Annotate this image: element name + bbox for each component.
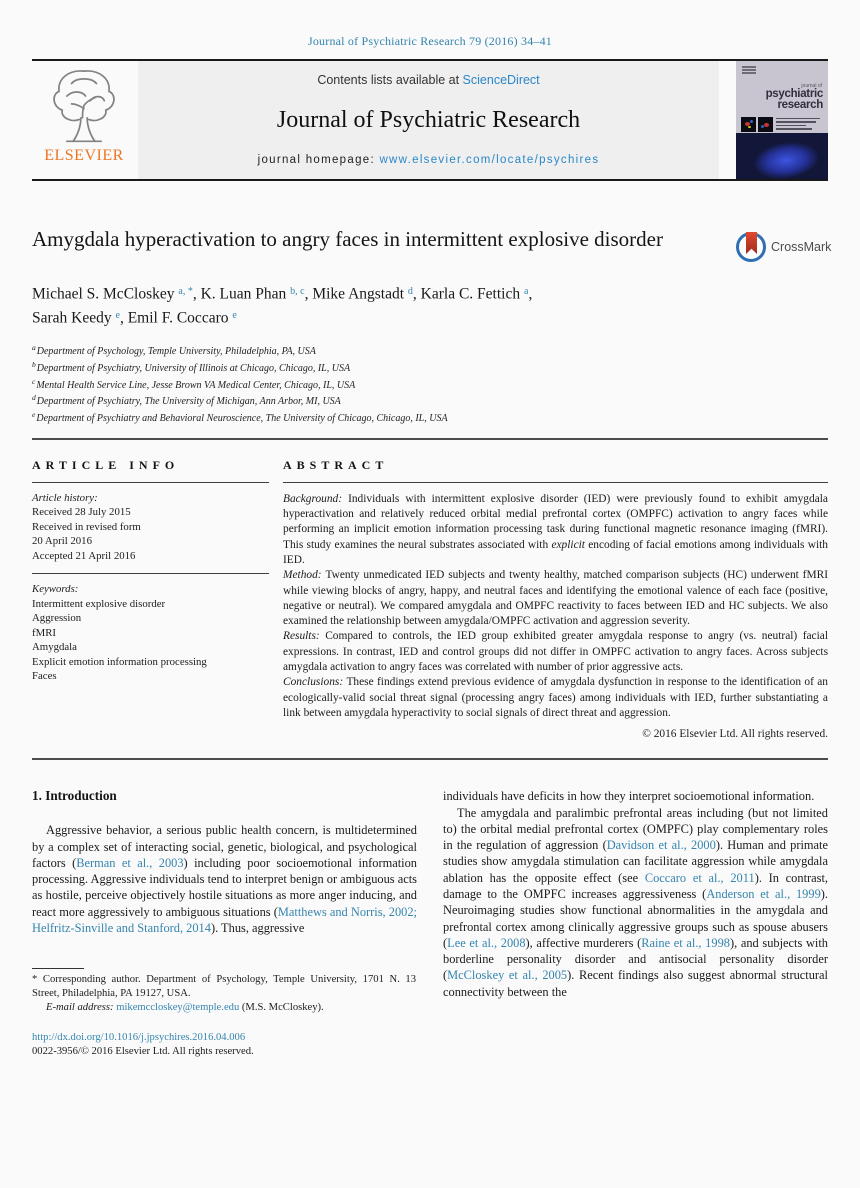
cover-brain-scan-thumbs xyxy=(741,117,773,132)
text-segment: These findings extend previous evidence of amygdala dysfunction in response to the identification of an ecologically-valid social threat signal (processing angry faces) among individuals with IED, further substantiating a link between amygdala hyperactivity to social signals of direct threat and aggression. xyxy=(283,676,828,719)
text-segment: Individuals with intermittent explosive disorder (IED) were previously found to exhibit amygdala hyperactivation and relatively reduced orbital medial prefrontal cortex (OMPFC) activation to angry faces while performing an implicit emotion information processing task during functional magnetic resonance imaging (fMRI). This study examines the neural substrates associated with xyxy=(283,492,828,551)
text-segment: * Corresponding author. Department of Psychology, Temple University, 1701 N. 13 Street, Philadelphia, PA 19127, USA. xyxy=(32,974,416,1000)
journal-cover-thumbnail xyxy=(736,61,828,179)
introduction-section xyxy=(32,788,828,1059)
elsevier-tree-icon xyxy=(45,65,123,149)
keyword: Aggression xyxy=(32,612,82,625)
citation-link[interactable]: Berman et al., 2003 xyxy=(76,855,184,870)
corresponding-author-note xyxy=(32,973,416,1001)
homepage-prefix: journal homepage: xyxy=(257,154,380,166)
keywords-block xyxy=(32,582,269,684)
journal-header-band xyxy=(32,59,828,181)
text-segment: ), and subjects with borderline personality disorder and antisocial personality disorder ( xyxy=(443,935,829,983)
text-segment: Sarah Keedy xyxy=(32,309,116,326)
homepage-url-link[interactable]: www.elsevier.com/locate/psychires xyxy=(379,154,600,166)
article-info-heading: ARTICLE INFO xyxy=(32,458,269,483)
author-superscript: a, * xyxy=(178,286,193,297)
text-segment: , K. Luan Phan xyxy=(192,285,291,303)
citation-link[interactable]: Lee et al., 2008 xyxy=(447,935,526,950)
info-abstract-section xyxy=(32,440,828,740)
keyword: fMRI xyxy=(32,626,56,639)
abstract-background xyxy=(283,492,828,568)
keyword: Faces xyxy=(32,670,57,683)
author-superscript: e xyxy=(115,309,120,321)
footnote-rule xyxy=(32,968,84,969)
author-line-2 xyxy=(32,305,828,329)
abstract-method xyxy=(283,568,828,629)
affiliation-list xyxy=(32,341,828,425)
keyword: Explicit emotion information processing xyxy=(32,655,207,668)
elsevier-wordmark: ELSEVIER xyxy=(44,147,124,164)
doi-block xyxy=(32,1031,416,1060)
copyright-line: © 2016 Elsevier Ltd. All rights reserved. xyxy=(642,728,828,741)
abstract-column xyxy=(283,458,828,740)
text-segment: Results: xyxy=(283,630,326,643)
section-rule-bottom xyxy=(32,758,828,760)
crossmark-label: CrossMark xyxy=(771,240,832,254)
text-segment: ), affective murderers ( xyxy=(525,935,642,950)
text-segment: Aggressive behavior, a serious public health concern, is multidetermined by a complex set of interacting social, genetic, biological, and psychological factors ( xyxy=(32,823,417,870)
citation-link[interactable]: McCloskey et al., 2005 xyxy=(447,968,568,983)
history-line: 20 April 2016 xyxy=(32,535,92,548)
affiliation-item: $^d$Department of Psychiatry, The University of Michigan, Ann Arbor, MI, USA xyxy=(32,393,341,407)
abstract-heading: ABSTRACT xyxy=(283,458,828,483)
journal-title: Journal of Psychiatric Research xyxy=(276,107,581,133)
text-segment: ). Human and primate studies show amygdala stimulation can facilitate aggression while amygdala ablation has the opposite effect (see xyxy=(443,838,828,885)
text-segment: , xyxy=(528,285,533,303)
cover-issue-text xyxy=(776,118,820,132)
article-history xyxy=(32,483,269,564)
text-segment: The amygdala and paralimbic prefrontal areas including (but not limited to) the orbital medial prefrontal cortex (OMPFC) play complementary roles in the regulation of aggression ( xyxy=(443,805,828,853)
author-line-1 xyxy=(32,281,828,305)
text-segment: Method: xyxy=(283,569,326,582)
citation-link[interactable]: Anderson et al., 1999 xyxy=(706,886,821,901)
author-superscript: b, c xyxy=(290,286,305,297)
affiliation-item: $^a$Department of Psychology, Temple University, Philadelphia, PA, USA xyxy=(32,343,316,357)
keywords-label: Keywords: xyxy=(32,583,79,596)
article-history-label: Article history: xyxy=(32,491,98,504)
text-segment: ). In contrast, damage to the OMPFC increases aggressiveness ( xyxy=(443,870,829,901)
citation-link[interactable]: Davidson et al., 2000 xyxy=(606,838,716,853)
author-superscript: d xyxy=(407,286,413,297)
right-column xyxy=(443,788,828,1059)
elsevier-logo[interactable] xyxy=(32,61,136,179)
doi-link[interactable]: http://dx.doi.org/10.1016/j.jpsychires.2016.04.006 xyxy=(32,1031,246,1043)
intro-paragraph-left xyxy=(32,822,417,936)
keyword: Intermittent explosive disorder xyxy=(32,597,166,610)
cover-title: psychiatric research xyxy=(765,88,823,111)
crossmark-icon xyxy=(736,232,766,262)
history-line: Received 28 July 2015 xyxy=(32,506,131,519)
homepage-line xyxy=(258,154,600,166)
citation-link[interactable]: Matthews and Norris, 2002; Helfritz-Sinville and Stanford, 2014 xyxy=(32,904,417,935)
article-info-column xyxy=(32,458,269,740)
contents-line xyxy=(317,73,539,87)
issn-copyright-line: 0022-3956/© 2016 Elsevier Ltd. All rights reserved. xyxy=(32,1046,254,1058)
text-segment: ). Recent findings also suggest abnormal structural connectivity between the xyxy=(443,968,828,999)
cover-brain-render xyxy=(740,134,825,179)
introduction-heading: 1. Introduction xyxy=(32,788,117,804)
text-segment: E-mail address: xyxy=(46,1001,117,1013)
text-segment: , Emil F. Coccaro xyxy=(119,309,233,326)
text-segment: ) including poor socioemotional information processing. Aggressive individuals tend to interpret benign or ambiguous acts as hostile, perceive objectively hostile situations as more anger inducing, and react more aggressively to ambiguous situations ( xyxy=(32,855,417,919)
text-segment: (M.S. McCloskey). xyxy=(239,1001,324,1013)
crossmark-badge[interactable] xyxy=(736,227,832,267)
text-segment: Conclusions: xyxy=(283,676,347,689)
affiliation-item: $^e$Department of Psychiatry and Behavioral Neuroscience, The University of Chicago, Chicago, IL, USA xyxy=(32,410,448,424)
article-title: Amygdala hyperactivation to angry faces in intermittent explosive disorder xyxy=(32,227,663,251)
citation-link[interactable]: Coccaro et al., 2011 xyxy=(644,870,755,885)
intro-paragraph-right-1 xyxy=(443,788,828,804)
text-segment: , Mike Angstadt xyxy=(304,285,408,303)
email-line xyxy=(32,1001,416,1015)
text-segment: individuals have deficits in how they interpret socioemotional information. xyxy=(443,789,815,804)
cover-publisher-mark xyxy=(742,66,756,75)
text-segment: ). Neuroimaging studies show functional abnormalities in the amygdala and prefrontal cortex among clinically aggressive groups such as spouse abusers ( xyxy=(443,886,828,950)
author-list xyxy=(32,281,828,328)
citation-link[interactable]: mikemccloskey@temple.edu xyxy=(116,1001,240,1013)
text-segment: ). Thus, aggressive xyxy=(210,920,305,935)
text-segment: Michael S. McCloskey xyxy=(32,285,179,303)
footnote-block xyxy=(32,968,416,1059)
journal-citation: Journal of Psychiatric Research 79 (2016) 34–41 xyxy=(307,34,552,48)
author-superscript: e xyxy=(232,309,237,321)
affiliation-item: $^b$Department of Psychiatry, University of Illinois at Chicago, Chicago, IL, USA xyxy=(32,359,351,374)
text-segment: explicit xyxy=(551,538,585,551)
text-segment: Background: xyxy=(283,492,349,505)
left-column xyxy=(32,788,417,1059)
cover-journal-of: journal of xyxy=(801,83,822,89)
abstract-results xyxy=(283,629,828,675)
text-segment: Twenty unmedicated IED subjects and twenty healthy, matched comparison subjects (HC) underwent fMRI while viewing blocks of angry, happy, and neutral faces and identifying the emotional valence of each face (positive, negative or neutral). We compared amygdala and OMPFC reactivity to faces between IED and HC subjects. We also examined the relationship between amygdala/OMPFC activation and aggression severity. xyxy=(283,569,828,628)
citation-link[interactable]: Raine et al., 1998 xyxy=(641,935,730,950)
keyword: Amygdala xyxy=(32,641,77,654)
affiliation-item: $^c$Mental Health Service Line, Jesse Brown VA Medical Center, Chicago, IL, USA xyxy=(32,376,356,391)
abstract-body xyxy=(283,483,828,721)
journal-banner xyxy=(138,61,719,179)
contents-prefix: Contents lists available at xyxy=(317,73,463,87)
crossmark-flag-icon xyxy=(746,232,757,254)
history-line: Received in revised form xyxy=(32,520,141,533)
history-line: Accepted 21 April 2016 xyxy=(32,549,136,562)
cover-navy-band xyxy=(736,133,828,179)
intro-paragraph-right-2 xyxy=(443,805,828,1001)
text-segment: encoding of facial emotions among individuals with IED. xyxy=(283,538,828,566)
sciencedirect-link[interactable]: ScienceDirect xyxy=(462,73,540,87)
info-divider xyxy=(32,573,269,574)
author-superscript: a xyxy=(523,286,529,297)
abstract-conclusions xyxy=(283,675,828,721)
text-segment: , Karla C. Fettich xyxy=(412,285,524,303)
text-segment: Compared to controls, the IED group exhibited greater amygdala response to angry (vs. neutral) facial expressions. In contrast, IED and control groups did not differ in OMPFC activation to angry faces. Across subjects amygdala activation to angry faces was correlated with number of prior aggressive acts. xyxy=(283,630,828,674)
